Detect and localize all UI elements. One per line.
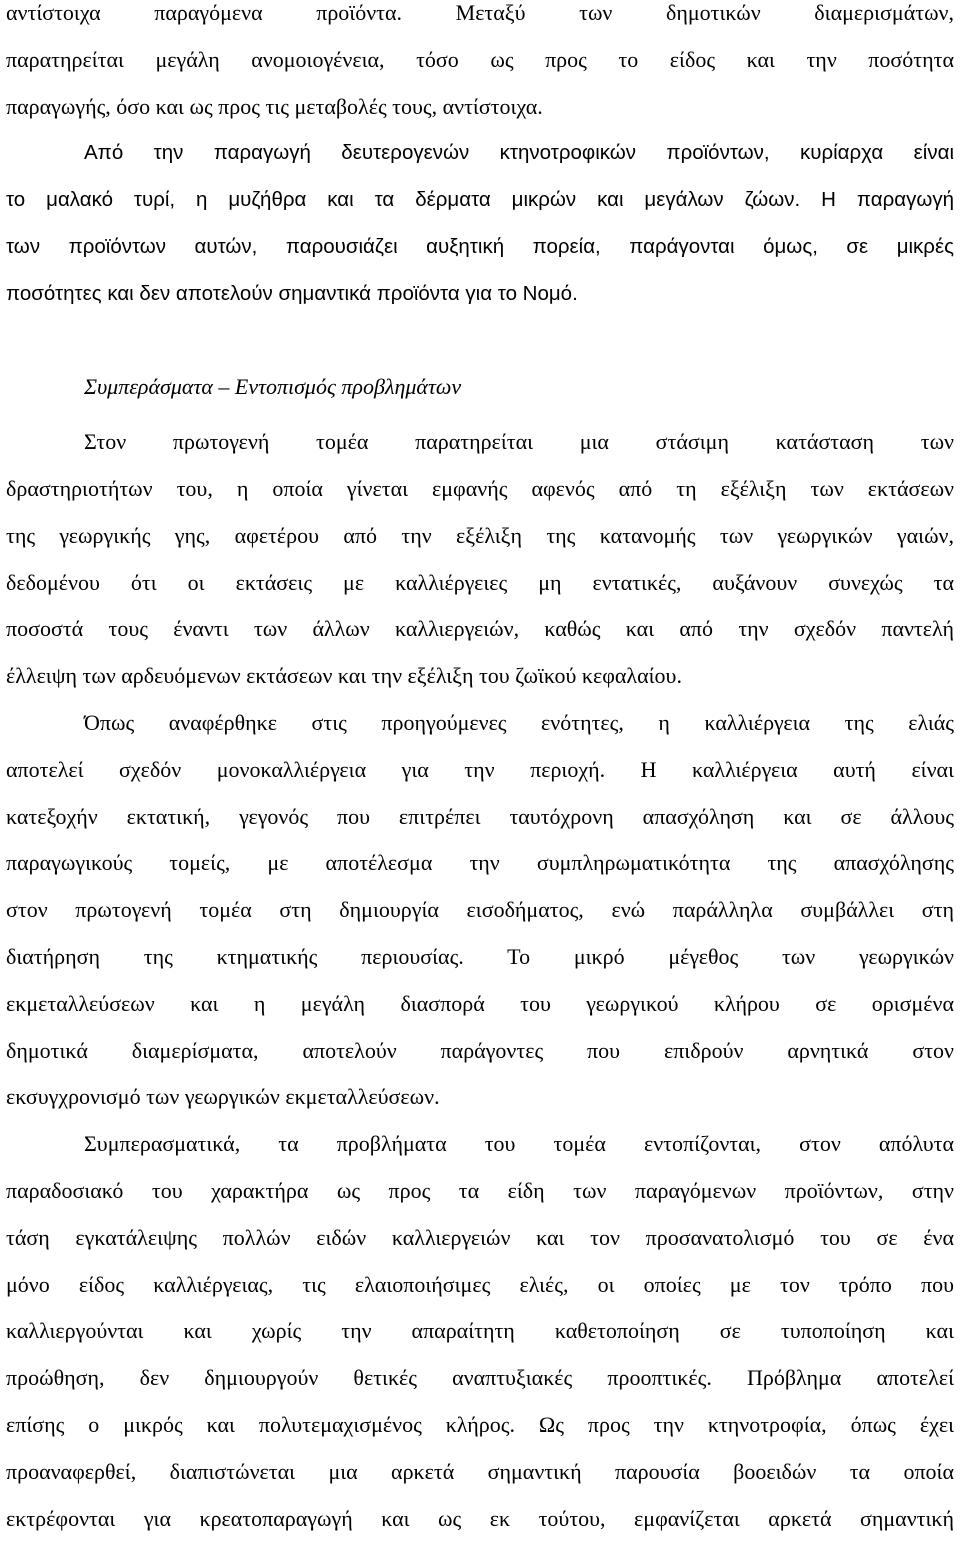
section-heading: Συμπεράσματα – Εντοπισμός προβλημάτων <box>84 374 462 400</box>
text-line: αντίστοιχα παραγόμενα προϊόντα. Μεταξύ των δημοτικών διαμερισμάτων, <box>6 0 954 25</box>
text-line: παραγωγής, όσο και ως προς τις μεταβολές τους, αντίστοιχα. <box>6 93 543 119</box>
text-line: εκμεταλλεύσεων και η μεγάλη διασπορά του γεωργικού κλήρου σε ορισμένα <box>6 990 954 1016</box>
text-line: ποσοστά τους έναντι των άλλων καλλιεργειών, καθώς και από την σχεδόν παντελή <box>6 616 954 642</box>
text-line: το μαλακό τυρί, η μυζήθρα και τα δέρματα μικρών και μεγάλων ζώων. Η παραγωγή <box>6 188 954 212</box>
text-line: διατήρηση της κτηματικής περιουσίας. Το μικρό μέγεθος των γεωργικών <box>6 943 954 969</box>
text-line: των προϊόντων αυτών, παρουσιάζει αυξητική πορεία, παράγονται όμως, σε μικρές <box>6 234 954 258</box>
text-line: παρατηρείται μεγάλη ανομοιογένεια, τόσο ως προς το είδος και την ποσότητα <box>6 46 954 72</box>
conclusions-paragraph-1 <box>6 419 954 700</box>
text-line: δημοτικά διαμερίσματα, αποτελούν παράγοντες που επιδρούν αρνητικά στον <box>6 1037 954 1063</box>
text-line: στον πρωτογενή τομέα στη δημιουργία εισοδήματος, ενώ παράλληλα συμβάλλει στη <box>6 897 954 923</box>
text-line: Συμπερασματικά, τα προβλήματα του τομέα εντοπίζονται, στον απόλυτα <box>84 1131 954 1157</box>
text-line: παραγωγικούς τομείς, με αποτέλεσμα την συμπληρωματικότητα της απασχόλησης <box>6 850 954 876</box>
text-line: τάση εγκατάλειψης πολλών ειδών καλλιεργειών και τον προσανατολισμό του σε ένα <box>6 1224 954 1250</box>
text-line: Από την παραγωγή δευτερογενών κτηνοτροφικών προϊόντων, κυρίαρχα είναι <box>84 141 954 165</box>
text-line: καλλιεργούνται και χωρίς την απαραίτητη καθετοποίηση σε τυποποίηση και <box>6 1318 954 1344</box>
text-line: δεδομένου ότι οι εκτάσεις με καλλιέργειες μη εντατικές, αυξάνουν συνεχώς τα <box>6 569 954 595</box>
text-line: παραδοσιακό του χαρακτήρα ως προς τα είδη των παραγόμενων προϊόντων, στην <box>6 1177 954 1203</box>
text-line: αποτελεί σχεδόν μονοκαλλιέργεια για την περιοχή. Η καλλιέργεια αυτή είναι <box>6 756 954 782</box>
text-line: Όπως αναφέρθηκε στις προηγούμενες ενότητες, η καλλιέργεια της ελιάς <box>84 709 954 735</box>
text-line: κατεξοχήν εκτατική, γεγονός που επιτρέπει ταυτόχρονη απασχόληση και σε άλλους <box>6 803 954 829</box>
text-line: επίσης ο μικρός και πολυτεμαχισμένος κλήρος. Ως προς την κτηνοτροφία, όπως έχει <box>6 1411 954 1437</box>
text-line: δραστηριοτήτων του, η οποία γίνεται εμφανής αφενός από τη εξέλιξη των εκτάσεων <box>6 475 954 501</box>
text-line: εκτρέφονται για κρεατοπαραγωγή και ως εκ τούτου, εμφανίζεται αρκετά σημαντική <box>6 1505 954 1531</box>
text-line: προώθηση, δεν δημιουργούν θετικές αναπτυξιακές προοπτικές. Πρόβλημα αποτελεί <box>6 1365 954 1391</box>
text-line: εκσυγχρονισμό των γεωργικών εκμεταλλεύσεων. <box>6 1084 440 1110</box>
intro-paragraph-tail <box>6 0 954 130</box>
text-line: Στον πρωτογενή τομέα παρατηρείται μια στάσιμη κατάσταση των <box>84 429 954 455</box>
livestock-paragraph <box>6 130 954 317</box>
text-line: έλλειψη των αρδευόμενων εκτάσεων και την εξέλιξη του ζωϊκού κεφαλαίου. <box>6 663 682 689</box>
text-line: της γεωργικής γης, αφετέρου από την εξέλιξη της κατανομής των γεωργικών γαιών, <box>6 522 954 548</box>
text-line: προαναφερθεί, διαπιστώνεται μια αρκετά σημαντική παρουσία βοοειδών τα οποία <box>6 1458 954 1484</box>
text-line: μόνο είδος καλλιέργειας, τις ελαιοποιήσιμες ελιές, οι οποίες με τον τρόπο που <box>6 1271 954 1297</box>
conclusions-paragraph-3 <box>6 1121 954 1542</box>
text-line: ποσότητες και δεν αποτελούν σημαντικά προϊόντα για το Νομό. <box>6 281 578 305</box>
conclusions-paragraph-2 <box>6 700 954 1121</box>
